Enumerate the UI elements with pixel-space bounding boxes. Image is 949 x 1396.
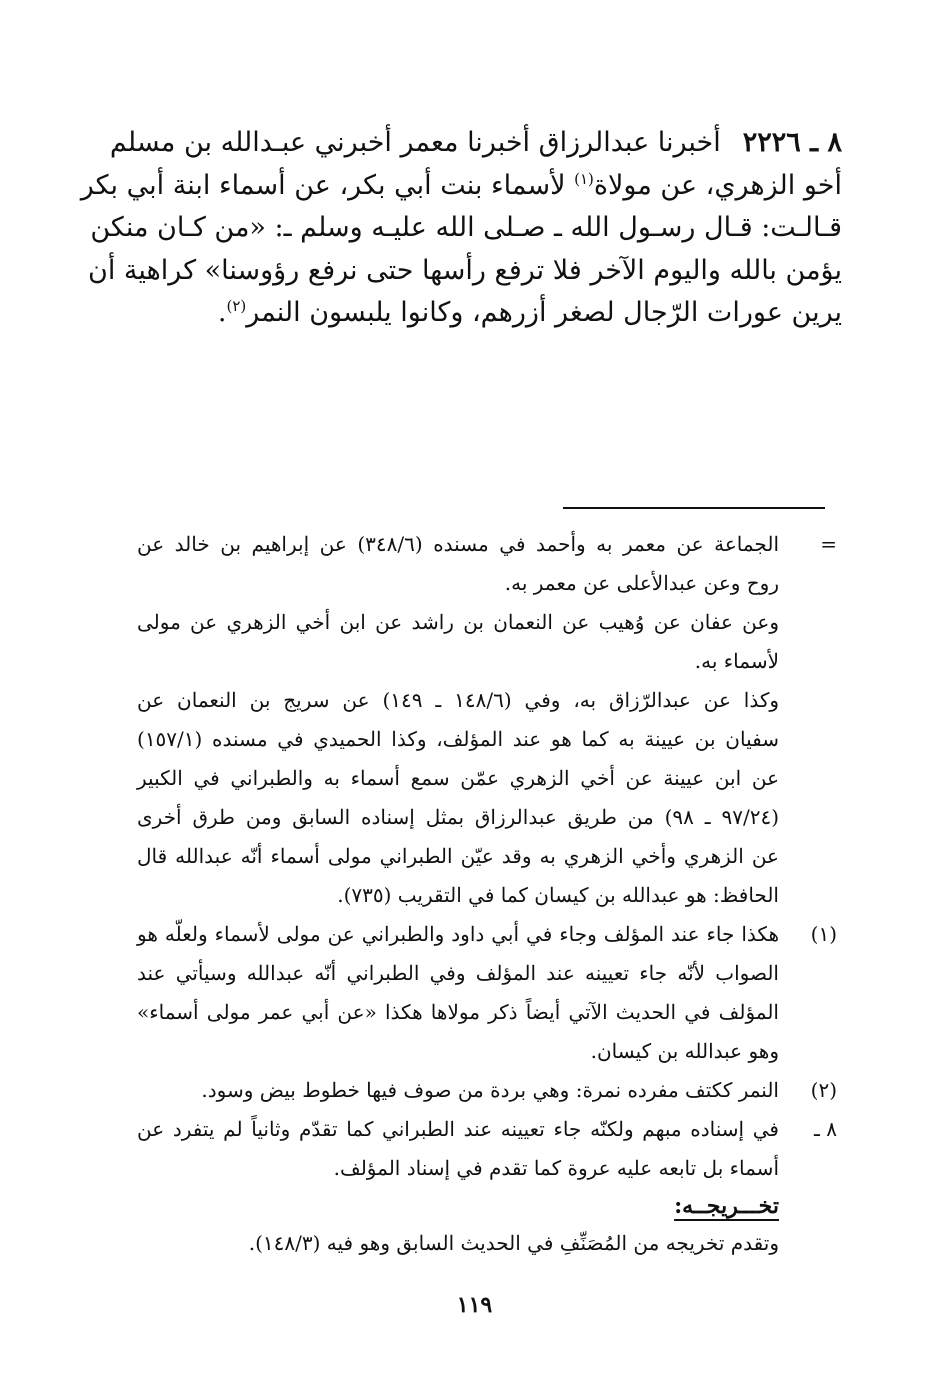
hadith-line-text: يرين عورات الرّجال لصغر أزرهم، وكانوا يلبسون النمر: [246, 297, 842, 328]
hadith-text: [80, 122, 842, 335]
footnote-line: هكذا جاء عند المؤلف وجاء في أبي داود والطبراني عن مولى لأسماء ولعلّه هو: [137, 922, 779, 946]
footnote-line: في إسناده مبهم ولكنّه جاء تعيينه عند الطبراني كما تقدّم وثانياً لم يتفرد عن: [137, 1117, 779, 1141]
hadith-number: ٨ ـ ٢٢٢٦: [742, 127, 842, 158]
footnote-line: وتقدم تخريجه من المُصَنِّفِ في الحديث السابق وهو فيه (١٤٨/٣).: [248, 1231, 779, 1255]
footnote-2: [137, 1071, 837, 1110]
footnote-line: سفيان بن عيينة به كما هو عند المؤلف، وكذا الحميدي في مسنده (١٥٧/١): [137, 727, 779, 751]
footnote-line: عن ابن عيينة عن أخي الزهري عمّن سمع أسماء به والطبراني في الكبير: [137, 766, 779, 790]
footnote-line: (٩٧/٢٤ ـ ٩٨) من طريق عبدالرزاق بمثل إسناده السابق ومن طرق أخرى: [137, 805, 780, 829]
footnote-line: لأسماء به.: [694, 649, 779, 673]
takhrij-heading: تخـــريجــه:: [674, 1193, 779, 1219]
footnote-line: وعن عفان عن وُهيب عن النعمان بن راشد عن ابن أخي الزهري عن مولى: [137, 610, 779, 634]
hadith-line: يؤمن بالله واليوم الآخر فلا ترفع رأسها حتى نرفع رؤوسنا» كراهية أن: [88, 254, 842, 286]
footnote-continuation: [137, 525, 837, 915]
page-number: ١١٩: [456, 1292, 493, 1318]
footnote-line: أسماء بل تابعه عليه عروة كما تقدم في إسناد المؤلف.: [333, 1156, 779, 1180]
footnote-line: عن الزهري وأخي الزهري به وقد عيّن الطبراني مولى أسماء أنّه عبدالله قال: [137, 844, 779, 868]
footnote-mark: (١): [810, 922, 837, 946]
footnote-line: المؤلف في الحديث الآتي أيضاً ذكر مولاها هكذا «عن أبي عمر مولى أسماء»: [137, 1000, 779, 1024]
footnote-8: [137, 1110, 837, 1263]
period: .: [217, 297, 227, 328]
hadith-line: [109, 122, 842, 165]
footnote-line: وكذا عن عبدالرّزاق به، وفي (١٤٨/٦ ـ ١٤٩) عن سريج بن النعمان عن: [137, 688, 780, 712]
footnote-line: الصواب لأنّه جاء تعيينه عند المؤلف وفي الطبراني أنّه عبدالله وسيأتي عند: [137, 961, 779, 985]
footnote-1: [137, 915, 837, 1071]
footnote-body: [137, 1071, 779, 1110]
footnote-mark: =: [820, 532, 837, 556]
footnote-ref-1[interactable]: (١): [574, 169, 594, 188]
footnote-separator: [563, 507, 825, 509]
footnote-line: النمر ككتف مفرده نمرة: وهي بردة من صوف فيها خطوط بيض وسود.: [201, 1078, 779, 1102]
footnote-body: [137, 525, 779, 915]
hadith-line: [80, 165, 842, 208]
footnote-line: الحافظ: هو عبدالله بن كيسان كما في التقريب (٧٣٥).: [337, 883, 779, 907]
hadith-line-text: أخبرنا عبدالرزاق أخبرنا معمر أخبرني عبـدالله بن مسلم: [109, 127, 721, 158]
hadith-line: قـالـت: قـال رسـول الله ـ صـلى الله عليـه وسلم ـ: «من كـان منكن: [90, 212, 842, 243]
footnote-body: [137, 1110, 779, 1263]
footnote-line: الجماعة عن معمر به وأحمد في مسنده (٣٤٨/٦) عن إبراهيم بن خالد عن: [137, 532, 779, 556]
footnotes: [137, 525, 837, 1263]
hadith-line-text: أخو الزهري، عن مولاة: [593, 169, 842, 201]
footnote-mark: (٢): [810, 1078, 837, 1102]
footnote-body: [137, 915, 779, 1071]
footnote-ref-2[interactable]: (٢): [226, 297, 247, 315]
hadith-line: [138, 292, 842, 335]
footnote-line: روح وعن عبدالأعلى عن معمر به.: [504, 571, 779, 595]
footnote-mark: ٨ ـ: [814, 1117, 837, 1141]
footnote-line: وهو عبدالله بن كيسان.: [590, 1039, 779, 1063]
hadith-line-text: لأسماء بنت أبي بكر، عن أسماء ابنة أبي بكر: [80, 169, 575, 201]
